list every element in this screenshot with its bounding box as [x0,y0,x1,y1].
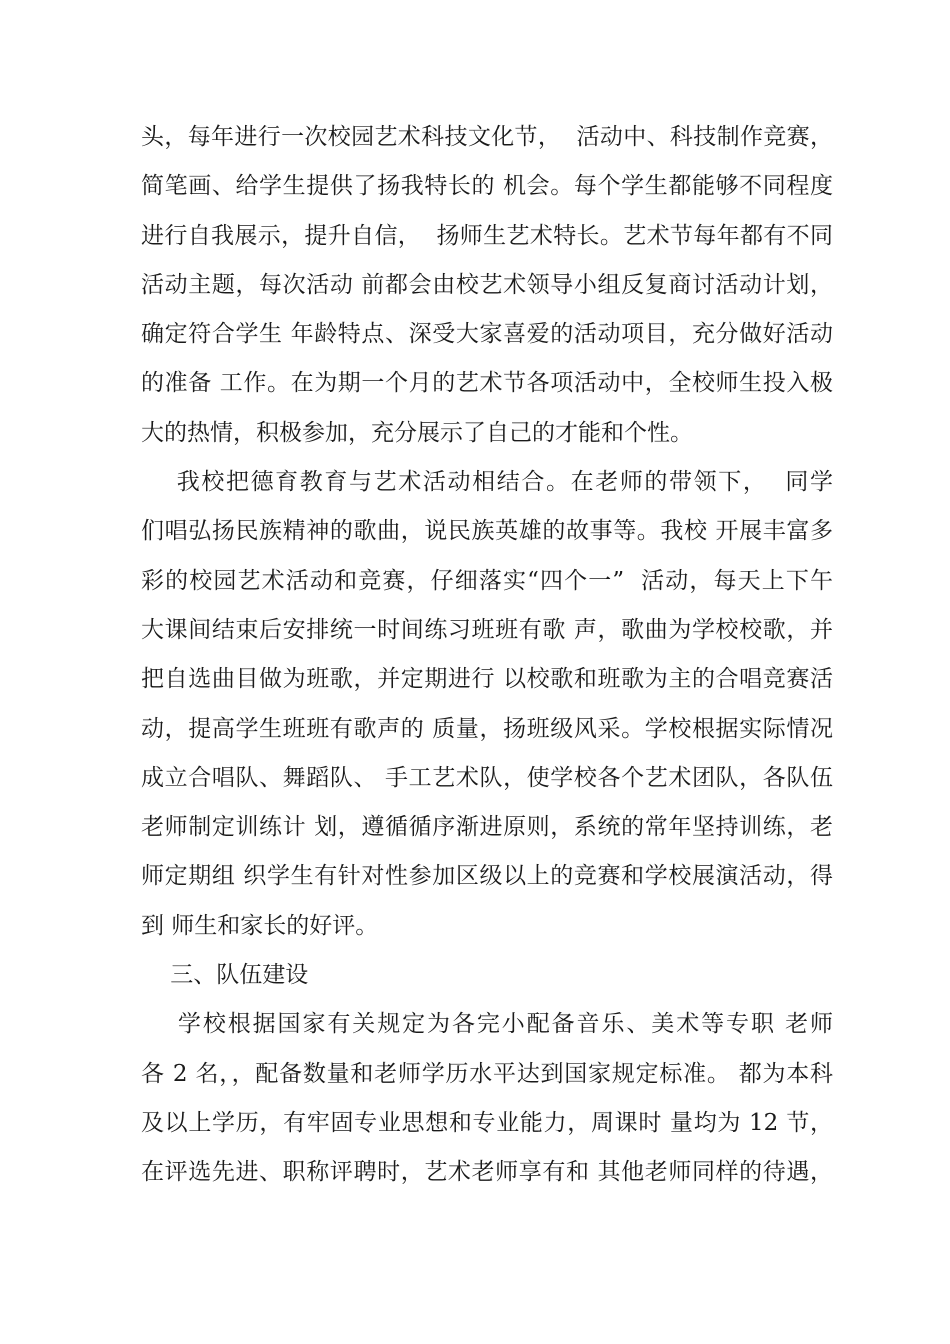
text-line: 们唱弘扬民族精神的歌曲，说民族英雄的故事等。我校 开展丰富多 [141,518,833,545]
text-line: 把自选曲目做为班歌，并定期进行 以校歌和班歌为主的合唱竞赛活 [141,666,833,693]
text-line: 动，提高学生班班有歌声的 质量，扬班级风采。学校根据实际情况 [141,715,833,742]
text-line: 彩的校园艺术活动和竞赛，仔细落实“四个一” 活动，每天上下午 [141,567,833,594]
text-line: 活动主题，每次活动 前都会由校艺术领导小组反复商讨活动计划， [141,271,833,298]
text-line: 到 师生和家长的好评。 [141,912,379,939]
text-line: 我校把德育教育与艺术活动相结合。在老师的带领下， 同学 [141,469,833,496]
text-line: 各 2 名，，配备数量和老师学历水平达到国家规定标准。 都为本科 [141,1060,833,1087]
text-line: 及以上学历，有牢固专业思想和专业能力，周课时 量均为 12 节， [141,1109,833,1136]
text-line: 的准备 工作。在为期一个月的艺术节各项活动中，全校师生投入极 [141,370,833,397]
text-line: 大课间结束后安排统一时间练习班班有歌 声，歌曲为学校校歌，并 [141,616,833,643]
text-line: 简笔画、给学生提供了扬我特长的 机会。每个学生都能够不同程度 [141,173,833,200]
text-line: 成立合唱队、舞蹈队、 手工艺术队，使学校各个艺术团队，各队伍 [141,764,833,791]
text-line: 进行自我展示，提升自信， 扬师生艺术特长。艺术节每年都有不同 [141,222,833,249]
text-line: 确定符合学生 年龄特点、深受大家喜爱的活动项目，充分做好活动 [141,321,833,348]
text-line: 头，每年进行一次校园艺术科技文化节， 活动中、科技制作竞赛， [141,124,833,150]
text-line: 大的热情，积极参加，充分展示了自己的才能和个性。 [141,419,693,446]
section-heading: 三、队伍建设 [141,962,309,989]
body-text [141,113,833,1198]
text-line: 学校根据国家有关规定为各完小配备音乐、美术等专职 老师 [141,1011,833,1038]
text-line: 在评选先进、职称评聘时，艺术老师享有和 其他老师同样的待遇， [141,1159,833,1186]
text-line: 师定期组 织学生有针对性参加区级以上的竞赛和学校展演活动，得 [141,863,833,890]
text-line: 老师制定训练计 划，遵循循序渐进原则，系统的常年坚持训练，老 [141,814,833,841]
